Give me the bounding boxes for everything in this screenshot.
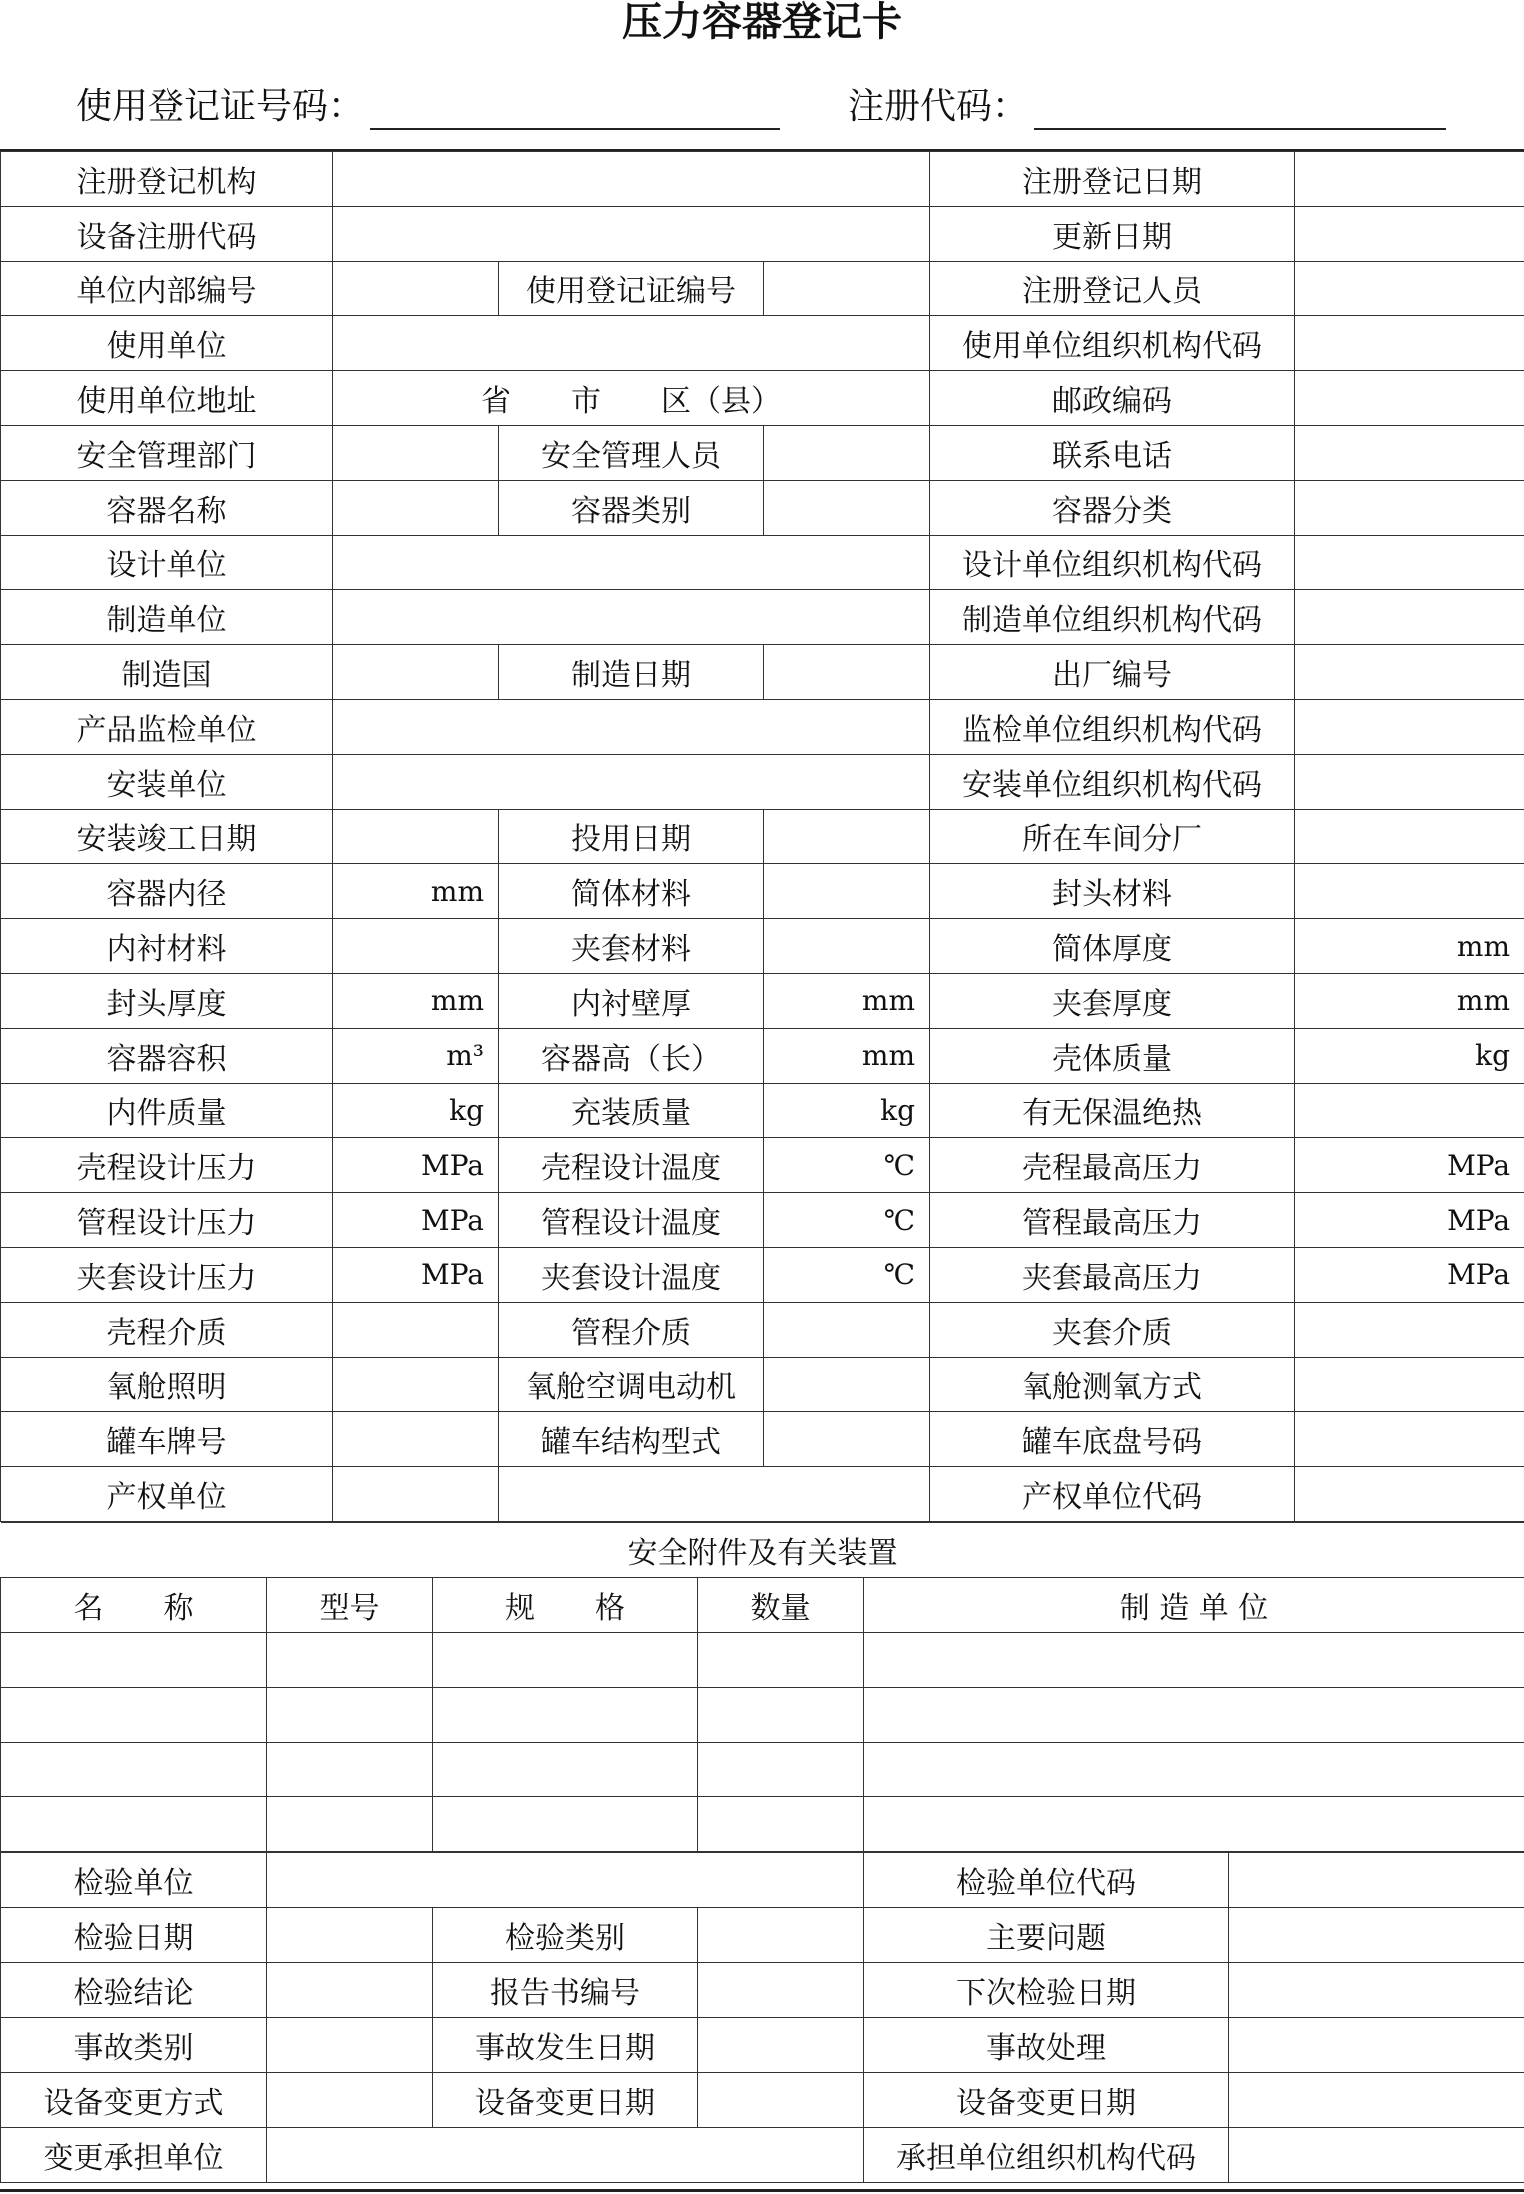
field-label: 壳程最高压力 (930, 1138, 1295, 1193)
field-label: 罐车底盘号码 (930, 1412, 1295, 1467)
value-field[interactable] (1, 1742, 267, 1797)
field-label: 简体材料 (499, 864, 764, 919)
value-field[interactable] (267, 1687, 433, 1742)
field-label: 注册登记日期 (930, 152, 1295, 207)
field-label: 充装质量 (499, 1083, 764, 1138)
registration-row (1, 425, 1524, 480)
registration-row (1, 261, 1524, 316)
value-field[interactable] (267, 1742, 433, 1797)
field-label: 夹套介质 (930, 1302, 1295, 1357)
cert-number-line (76, 84, 780, 130)
field-label: 设计单位组织机构代码 (930, 535, 1295, 590)
field-label: 所在车间分厂 (930, 809, 1295, 864)
field-label: 容器内径 (1, 864, 333, 919)
field-label: 内衬壁厚 (499, 973, 764, 1028)
value-field[interactable] (1295, 535, 1524, 590)
value-field[interactable] (864, 1742, 1524, 1797)
value-field[interactable] (1295, 480, 1524, 535)
field-label: 设计单位 (1, 535, 333, 590)
value-field[interactable] (698, 1908, 864, 1963)
value-field[interactable] (698, 2073, 864, 2128)
field-label: 氧舱照明 (1, 1357, 333, 1412)
value-field[interactable] (499, 1467, 930, 1522)
field-label: 设备注册代码 (1, 206, 333, 261)
registration-row (1, 754, 1524, 809)
registration-row (1, 1193, 1524, 1248)
field-label: 主要问题 (864, 1908, 1229, 1963)
value-field[interactable] (333, 754, 930, 809)
value-field[interactable] (333, 590, 930, 645)
field-label: 承担单位组织机构代码 (864, 2128, 1229, 2183)
value-field[interactable] (764, 1357, 930, 1412)
field-label: 使用单位组织机构代码 (930, 316, 1295, 371)
registration-row (1, 206, 1524, 261)
field-label: 变更承担单位 (1, 2128, 267, 2183)
field-label: 更新日期 (930, 206, 1295, 261)
table-row (1, 1632, 1524, 1687)
registration-row (1, 1028, 1524, 1083)
value-field[interactable] (333, 425, 499, 480)
unit-field[interactable]: MPa (1295, 1247, 1524, 1302)
field-label: 安装单位组织机构代码 (930, 754, 1295, 809)
value-field[interactable] (764, 919, 930, 974)
field-label: 事故发生日期 (433, 2018, 698, 2073)
field-label: 检验结论 (1, 1963, 267, 2018)
registration-row (1, 1138, 1524, 1193)
field-label: 容器分类 (930, 480, 1295, 535)
field-label: 邮政编码 (930, 371, 1295, 426)
field-label: 夹套设计压力 (1, 1247, 333, 1302)
section-title: 安全附件及有关装置 (1, 1523, 1524, 1578)
field-label: 检验单位 (1, 1853, 267, 1908)
value-field[interactable] (698, 1742, 864, 1797)
value-field[interactable] (433, 1742, 698, 1797)
field-label: 检验日期 (1, 1908, 267, 1963)
value-field[interactable] (1295, 864, 1524, 919)
field-label: 有无保温绝热 (930, 1083, 1295, 1138)
value-field[interactable] (698, 1797, 864, 1852)
value-field[interactable] (698, 1687, 864, 1742)
unit-field[interactable]: kg (333, 1083, 499, 1138)
value-field[interactable] (1, 1797, 267, 1852)
field-label: 夹套最高压力 (930, 1247, 1295, 1302)
value-field[interactable] (267, 1853, 864, 1908)
registration-row (1, 1083, 1524, 1138)
value-field[interactable] (764, 425, 930, 480)
value-field[interactable] (267, 2018, 433, 2073)
registration-row (1, 316, 1524, 371)
column-header: 数量 (698, 1577, 864, 1632)
field-label: 容器名称 (1, 480, 333, 535)
unit-field[interactable]: MPa (1295, 1138, 1524, 1193)
value-field[interactable] (267, 1908, 433, 1963)
field-label: 管程设计温度 (499, 1193, 764, 1248)
value-field[interactable] (333, 261, 499, 316)
field-label: 制造国 (1, 645, 333, 700)
field-label: 容器类别 (499, 480, 764, 535)
value-field[interactable] (1295, 261, 1524, 316)
value-field[interactable] (1, 1687, 267, 1742)
field-label: 管程设计压力 (1, 1193, 333, 1248)
field-label: 检验单位代码 (864, 1853, 1229, 1908)
field-label: 夹套厚度 (930, 973, 1295, 1028)
value-field[interactable] (333, 1357, 499, 1412)
registration-row (1, 645, 1524, 700)
unit-field[interactable]: mm (1295, 973, 1524, 1028)
value-field[interactable] (1295, 1467, 1524, 1522)
value-field[interactable] (1229, 1853, 1524, 1908)
value-field[interactable] (1295, 590, 1524, 645)
registration-row (1, 973, 1524, 1028)
value-field[interactable] (1295, 425, 1524, 480)
field-label: 产权单位 (1, 1467, 333, 1522)
field-label: 封头厚度 (1, 973, 333, 1028)
field-label: 壳程设计温度 (499, 1138, 764, 1193)
field-label: 安装竣工日期 (1, 809, 333, 864)
value-field[interactable] (764, 1302, 930, 1357)
value-field[interactable] (1295, 1083, 1524, 1138)
field-label: 产品监检单位 (1, 699, 333, 754)
value-field[interactable] (1295, 152, 1524, 207)
field-label: 使用单位 (1, 316, 333, 371)
value-field[interactable] (764, 864, 930, 919)
registration-row (1, 1302, 1524, 1357)
unit-field[interactable]: mm (333, 973, 499, 1028)
field-label: 制造单位 (1, 590, 333, 645)
registration-row (1, 480, 1524, 535)
inspection-row (1, 2073, 1524, 2128)
registration-table (0, 151, 1524, 1522)
value-field[interactable] (864, 1797, 1524, 1852)
column-header: 型号 (267, 1577, 433, 1632)
value-field[interactable] (333, 919, 499, 974)
value-field[interactable] (333, 480, 499, 535)
field-label: 内衬材料 (1, 919, 333, 974)
inspection-row (1, 1908, 1524, 1963)
field-label: 监检单位组织机构代码 (930, 699, 1295, 754)
field-label: 事故类别 (1, 2018, 267, 2073)
column-header: 名 称 (1, 1577, 267, 1632)
cert-number-label: 使用登记证号码： (76, 86, 365, 127)
table-row (1, 1797, 1524, 1852)
unit-field[interactable]: mm (764, 973, 930, 1028)
value-field[interactable] (1295, 316, 1524, 371)
value-field[interactable] (333, 1467, 499, 1522)
field-label: 封头材料 (930, 864, 1295, 919)
field-label: 管程介质 (499, 1302, 764, 1357)
field-label: 安全管理部门 (1, 425, 333, 480)
value-field[interactable] (267, 2128, 864, 2183)
unit-field[interactable]: mm (333, 864, 499, 919)
inspection-row (1, 2128, 1524, 2183)
value-field[interactable] (1295, 1357, 1524, 1412)
inspection-row (1, 2018, 1524, 2073)
value-field[interactable] (267, 1963, 433, 2018)
value-field[interactable] (1295, 699, 1524, 754)
value-field[interactable] (333, 152, 930, 207)
footer-divider (0, 2189, 1524, 2192)
value-field[interactable] (764, 261, 930, 316)
registration-row (1, 152, 1524, 207)
field-label: 罐车牌号 (1, 1412, 333, 1467)
field-label: 联系电话 (930, 425, 1295, 480)
field-label: 内件质量 (1, 1083, 333, 1138)
field-label: 制造日期 (499, 645, 764, 700)
value-field[interactable] (333, 809, 499, 864)
value-field[interactable] (1295, 371, 1524, 426)
unit-field[interactable]: m³ (333, 1028, 499, 1083)
field-label: 壳程设计压力 (1, 1138, 333, 1193)
registration-row (1, 1467, 1524, 1522)
registration-row (1, 371, 1524, 426)
value-field[interactable] (1229, 2018, 1524, 2073)
value-field[interactable] (1295, 206, 1524, 261)
unit-field[interactable]: MPa (333, 1247, 499, 1302)
field-label: 壳体质量 (930, 1028, 1295, 1083)
value-field[interactable] (864, 1687, 1524, 1742)
field-label: 下次检验日期 (864, 1963, 1229, 2018)
value-field[interactable] (1295, 645, 1524, 700)
value-field[interactable] (1, 1632, 267, 1687)
registration-code-line (848, 84, 1446, 130)
value-field[interactable] (764, 645, 930, 700)
value-field[interactable] (1295, 809, 1524, 864)
registration-row (1, 699, 1524, 754)
field-label: 罐车结构型式 (499, 1412, 764, 1467)
value-field[interactable] (433, 1632, 698, 1687)
field-label: 制造单位组织机构代码 (930, 590, 1295, 645)
value-field[interactable] (333, 206, 930, 261)
field-label: 产权单位代码 (930, 1467, 1295, 1522)
unit-field[interactable]: MPa (333, 1193, 499, 1248)
inspection-table (0, 1852, 1524, 2183)
column-header-row (1, 1577, 1524, 1632)
registration-row (1, 809, 1524, 864)
field-label: 设备变更日期 (433, 2073, 698, 2128)
field-label: 事故处理 (864, 2018, 1229, 2073)
field-label: 出厂编号 (930, 645, 1295, 700)
unit-field[interactable]: ℃ (764, 1193, 930, 1248)
registration-row (1, 919, 1524, 974)
field-label: 夹套材料 (499, 919, 764, 974)
unit-field[interactable]: ℃ (764, 1247, 930, 1302)
column-header: 规 格 (433, 1577, 698, 1632)
field-label: 报告书编号 (433, 1963, 698, 2018)
value-field[interactable] (433, 1687, 698, 1742)
value-field[interactable] (333, 699, 930, 754)
unit-field[interactable]: MPa (1295, 1193, 1524, 1248)
value-field[interactable] (764, 1412, 930, 1467)
value-field[interactable] (1295, 1412, 1524, 1467)
value-field[interactable] (1229, 2128, 1524, 2183)
value-field[interactable] (764, 480, 930, 535)
unit-field[interactable]: mm (1295, 919, 1524, 974)
field-label: 容器容积 (1, 1028, 333, 1083)
value-field[interactable] (1295, 1302, 1524, 1357)
column-header: 制 造 单 位 (864, 1577, 1524, 1632)
table-row (1, 1687, 1524, 1742)
value-field[interactable] (1229, 1908, 1524, 1963)
value-field[interactable] (1229, 2073, 1524, 2128)
field-label: 使用登记证编号 (499, 261, 764, 316)
value-field[interactable] (267, 1797, 433, 1852)
table-row (1, 1742, 1524, 1797)
field-label: 夹套设计温度 (499, 1247, 764, 1302)
field-label: 注册登记人员 (930, 261, 1295, 316)
value-field[interactable] (433, 1797, 698, 1852)
field-label: 单位内部编号 (1, 261, 333, 316)
safety-accessories-table (0, 1522, 1524, 1852)
address-field[interactable]: 省 市 区（县） (333, 371, 930, 426)
value-field[interactable] (698, 1632, 864, 1687)
field-label: 简体厚度 (930, 919, 1295, 974)
field-label: 使用单位地址 (1, 371, 333, 426)
field-label: 安全管理人员 (499, 425, 764, 480)
unit-field[interactable]: MPa (333, 1138, 499, 1193)
field-label: 管程最高压力 (930, 1193, 1295, 1248)
field-label: 壳程介质 (1, 1302, 333, 1357)
value-field[interactable] (764, 809, 930, 864)
cert-number-field[interactable] (370, 88, 780, 130)
registration-row (1, 590, 1524, 645)
field-label: 安装单位 (1, 754, 333, 809)
value-field[interactable] (333, 645, 499, 700)
inspection-row (1, 1963, 1524, 2018)
value-field[interactable] (698, 2018, 864, 2073)
registration-row (1, 1357, 1524, 1412)
value-field[interactable] (333, 1412, 499, 1467)
inspection-row (1, 1853, 1524, 1908)
value-field[interactable] (698, 1963, 864, 2018)
unit-field[interactable]: ℃ (764, 1138, 930, 1193)
field-label: 投用日期 (499, 809, 764, 864)
unit-field[interactable]: mm (764, 1028, 930, 1083)
section-title-row (1, 1523, 1524, 1578)
field-label: 容器高（长） (499, 1028, 764, 1083)
registration-row (1, 535, 1524, 590)
value-field[interactable] (864, 1632, 1524, 1687)
value-field[interactable] (333, 1302, 499, 1357)
field-label: 氧舱测氧方式 (930, 1357, 1295, 1412)
registration-row (1, 864, 1524, 919)
registration-row (1, 1412, 1524, 1467)
registration-code-label: 注册代码： (848, 86, 1029, 127)
field-label: 设备变更日期 (864, 2073, 1229, 2128)
unit-field[interactable]: kg (1295, 1028, 1524, 1083)
field-label: 检验类别 (433, 1908, 698, 1963)
field-label: 氧舱空调电动机 (499, 1357, 764, 1412)
value-field[interactable] (1295, 754, 1524, 809)
value-field[interactable] (267, 1632, 433, 1687)
value-field[interactable] (1229, 1963, 1524, 2018)
registration-code-field[interactable] (1034, 88, 1446, 130)
value-field[interactable] (333, 316, 930, 371)
value-field[interactable] (267, 2073, 433, 2128)
value-field[interactable] (333, 535, 930, 590)
field-label: 注册登记机构 (1, 152, 333, 207)
card-title: 压力容器登记卡 (622, 0, 902, 45)
unit-field[interactable]: kg (764, 1083, 930, 1138)
field-label: 设备变更方式 (1, 2073, 267, 2128)
registration-row (1, 1247, 1524, 1302)
